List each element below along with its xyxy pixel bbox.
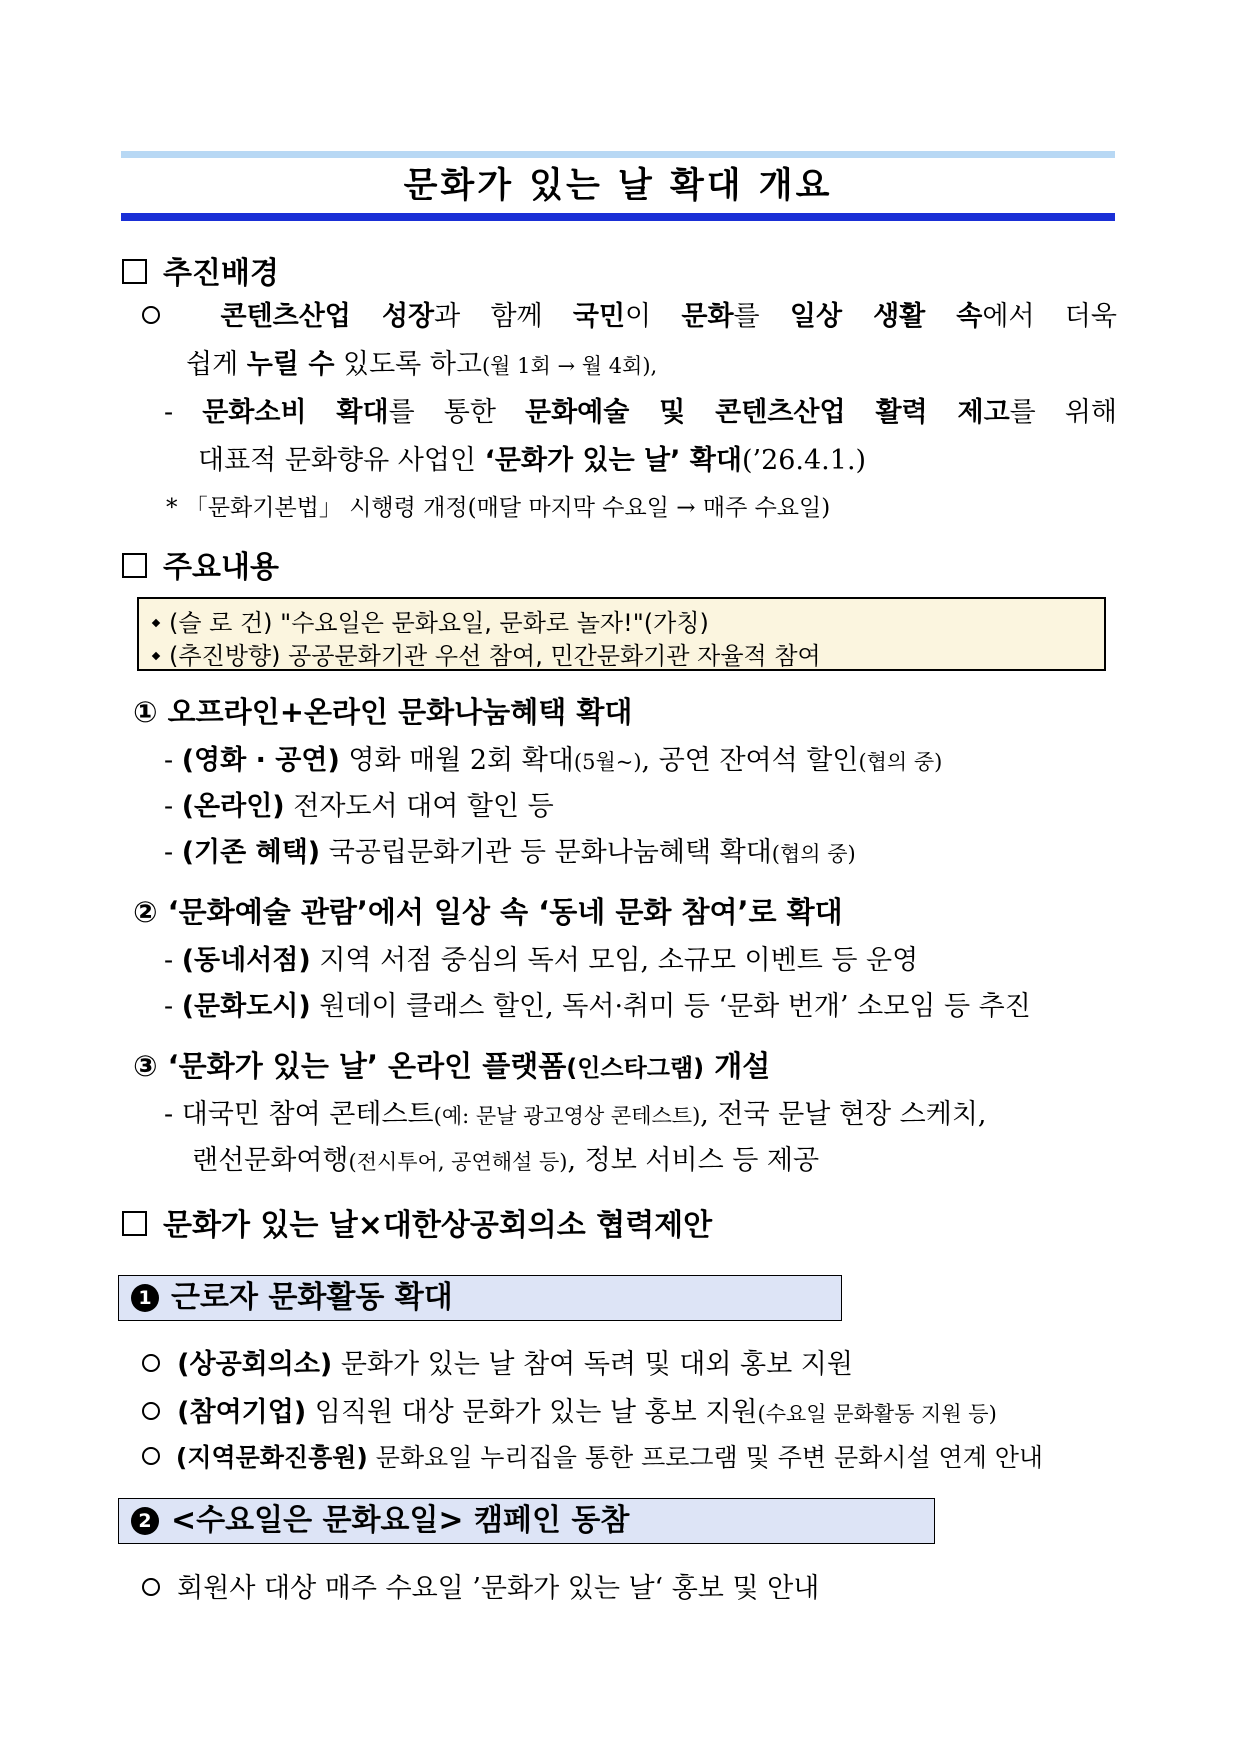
square-bullet-icon [122,1211,147,1236]
section-heading-background [122,248,279,292]
title-bottom-rule [121,213,1115,221]
background-dash-1-cont: 대표적 문화향유 사업인 ‘문화가 있는 날’ 확대(’26.4.1.) [198,445,867,476]
proposal-box-1 [118,1275,842,1321]
proposal-label: 1 근로자 문화활동 확대 [131,1276,453,1320]
background-dash-1: - 문화소비 확대를 통한 문화예술 및 콘텐츠산업 활력 제고를 위해 [164,397,1117,428]
number-circle-icon: 1 [131,1284,159,1312]
subsection-2-item-1: - (동네서점) 지역 서점 중심의 독서 모임, 소규모 이벤트 등 운영 [164,945,919,976]
number-circle-icon: 2 [131,1507,159,1535]
direction-line: (추진방향) 공공문화기관 우선 참여, 민간문화기관 자율적 참여 [153,636,821,671]
square-bullet-icon [122,259,147,284]
section-title: 문화가 있는 날×대한상공회의소 협력제안 [163,1208,713,1243]
circle-bullet-icon [142,1354,160,1372]
subsection-1-item-2: - (온라인) 전자도서 대여 할인 등 [164,791,554,822]
circle-bullet-icon [142,306,160,324]
subsection-2-title: ② ‘문화예술 관람’에서 일상 속 ‘동네 문화 참여’로 확대 [133,895,843,929]
section-title: 추진배경 [163,256,279,291]
diamond-bullet-icon [152,619,160,627]
subsection-3-item-1-cont: 랜선문화여행(전시투어, 공연해설 등), 정보 서비스 등 제공 [192,1145,820,1176]
proposal-2-item-1: 회원사 대상 매주 수요일 ’문화가 있는 날‘ 홍보 및 안내 [142,1566,819,1605]
section-title: 주요내용 [163,550,279,585]
background-bullet-1: 콘텐츠산업 성장과 함께 국민이 문화를 일상 생활 속에서 더욱 [142,294,1117,333]
slogan-box [137,597,1106,671]
diamond-bullet-icon [152,652,160,660]
subsection-1-item-3: - (기존 혜택) 국공립문화기관 등 문화나눔혜택 확대(협의 중) [164,837,856,868]
proposal-box-2 [118,1498,935,1544]
subsection-1-item-1: - (영화 · 공연) 영화 매월 2회 확대(5월~), 공연 잔여석 할인(협의 중) [164,745,943,776]
section-heading-main-content [122,542,279,586]
background-bullet-1-cont: 쉽게 누릴 수 있도록 하고(월 1회 → 월 4회), [186,349,658,380]
subsection-3-item-1: - 대국민 참여 콘테스트(예: 문날 광고영상 콘테스트), 전국 문날 현장 스케치, [164,1099,987,1130]
background-note: * 「문화기본법」 시행령 개정(매달 마지막 수요일 → 매주 수요일) [166,495,831,521]
page-title: 문화가 있는 날 확대 개요 [403,166,833,206]
subsection-2-item-2: - (문화도시) 원데이 클래스 할인, 독서·취미 등 ‘문화 번개’ 소모임 등 추진 [164,991,1031,1022]
proposal-label: 2 <수요일은 문화요일> 캠페인 동참 [131,1499,629,1543]
circle-bullet-icon [142,1447,160,1465]
circle-bullet-icon [142,1578,160,1596]
subsection-3-title: ③ ‘문화가 있는 날’ 온라인 플랫폼(인스타그램) 개설 [133,1049,771,1083]
circle-bullet-icon [142,1402,160,1420]
subsection-1-title: ① 오프라인+온라인 문화나눔혜택 확대 [133,695,633,729]
slogan-line: (슬 로 건) "수요일은 문화요일, 문화로 놀자!"(가칭) [153,603,709,638]
title-top-rule [121,151,1115,158]
proposal-1-item-3: (지역문화진흥원) 문화요일 누리집을 통한 프로그램 및 주변 문화시설 연계 안내 [142,1438,1043,1474]
section-heading-proposal [122,1200,712,1244]
square-bullet-icon [122,553,147,578]
proposal-1-item-2: (참여기업) 임직원 대상 문화가 있는 날 홍보 지원(수요일 문화활동 지원 등) [142,1390,997,1429]
proposal-1-item-1: (상공회의소) 문화가 있는 날 참여 독려 및 대외 홍보 지원 [142,1342,853,1381]
